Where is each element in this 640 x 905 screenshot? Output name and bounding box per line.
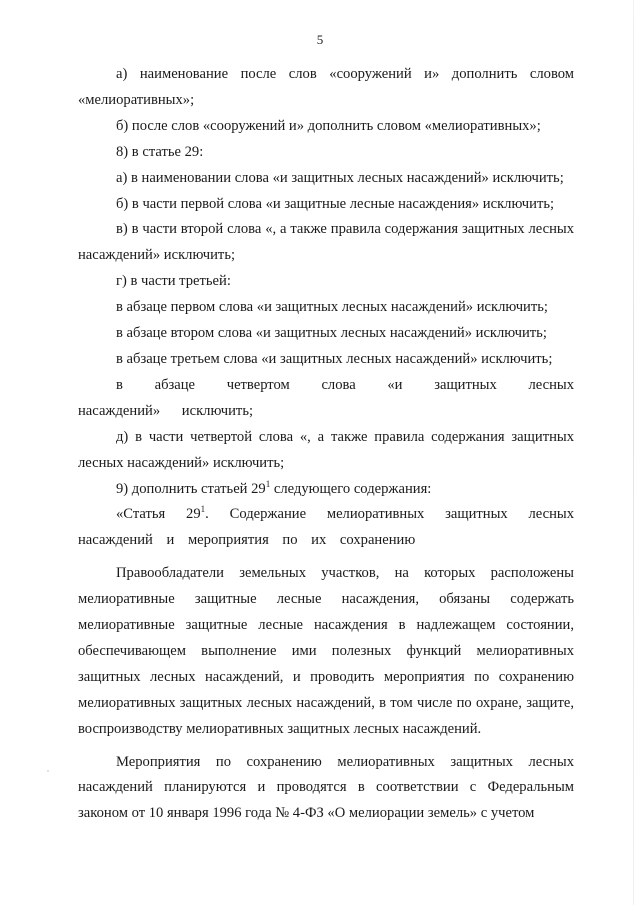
article-superscript: 1 bbox=[200, 504, 206, 515]
scan-speck bbox=[47, 770, 49, 772]
article-suffix: . Содержание мелиоративных защитных лесных насаждений и мероприятия по их сохранению bbox=[78, 506, 575, 549]
paragraph-item-9 bbox=[78, 477, 574, 503]
scan-edge-shadow bbox=[633, 0, 634, 905]
paragraph-b-after-words: б) после слов «сооружений и» дополнить словом «мелиоративных»; bbox=[116, 117, 541, 134]
paragraph-abzac-4: в абзаце четвертом слова «и защитных лесных насаждений» исключить; bbox=[78, 376, 574, 419]
paragraph-a-name: а) наименование после слов «сооружений и» дополнить словом «мелиоративных»; bbox=[78, 66, 574, 108]
article-prefix: «Статья 29 bbox=[116, 506, 201, 523]
paragraph-measures-planning: Мероприятия по сохранению мелиоративных защитных лесных насаждений планируются и проводятся в соответствии с Федеральным законом от 10 января 1996 года № 4-ФЗ «О мелиорации земель» с учетом bbox=[78, 753, 574, 822]
item9-suffix: следующего содержания: bbox=[270, 480, 432, 497]
item9-superscript: 1 bbox=[265, 478, 271, 489]
paragraph-8v: в) в части второй слова «, а также правила содержания защитных лесных насаждений» исключить; bbox=[78, 221, 574, 264]
paragraph-8d: д) в части четвертой слова «, а также правила содержания защитных лесных насаждений» исключить; bbox=[78, 428, 574, 471]
paragraph-abzac-2: в абзаце втором слова «и защитных лесных насаждений» исключить; bbox=[116, 325, 547, 342]
paragraph-abzac-3: в абзаце третьем слова «и защитных лесных насаждений» исключить; bbox=[116, 350, 553, 367]
item9-prefix: 9) дополнить статьей 29 bbox=[116, 480, 266, 497]
page-number: 5 bbox=[316, 32, 324, 47]
paragraph-item-8: 8) в статье 29: bbox=[116, 143, 204, 160]
article-heading bbox=[78, 502, 574, 554]
paragraph-abzac-1: в абзаце первом слова «и защитных лесных насаждений» исключить; bbox=[116, 299, 548, 316]
paragraph-owners-obligation: Правообладатели земельных участков, на которых расположены мелиоративные защитные лесные насаждения, обязаны содержать мелиоративные защитные лесные насаждения в надлежащем состоянии, обеспечивающем выполнение ими полезных функций мелиоративных защитных лесных насаждений, и проводить мероприятия по сохранению мелиоративных защитных лесных насаждений, в том числе по охране, защите, воспроизводству мелиоративных защитных лесных насаждений. bbox=[78, 565, 574, 737]
paragraph-8a: а) в наименовании слова «и защитных лесных насаждений» исключить; bbox=[116, 169, 564, 186]
paragraph-8b: б) в части первой слова «и защитные лесные насаждения» исключить; bbox=[116, 195, 555, 212]
document-body bbox=[78, 62, 574, 827]
paragraph-8g: г) в части третьей: bbox=[116, 273, 231, 290]
